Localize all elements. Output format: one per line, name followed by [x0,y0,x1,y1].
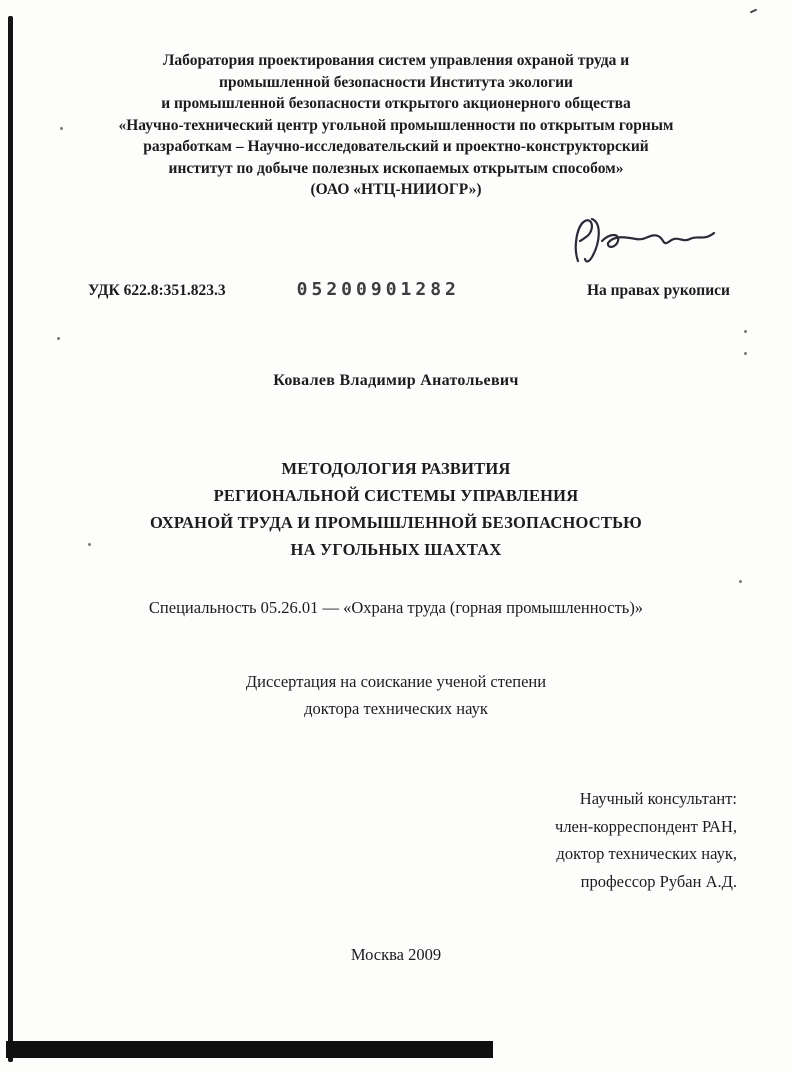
dissertation-title [40,455,752,563]
scan-speck [744,330,747,333]
dissertation-title-line: МЕТОДОЛОГИЯ РАЗВИТИЯ [281,459,511,478]
signature-image [562,213,722,280]
manuscript-rights-label: На правах рукописи [586,282,730,299]
institution-header-line: институт по добыче полезных ископаемых открытым способом» [168,159,624,177]
scan-speck [57,337,60,340]
scientific-consultant-line: доктор технических наук, [556,844,737,863]
institution-header-line: разработкам – Научно-исследовательский и проектно-конструкторский [143,138,649,155]
scan-speck [60,127,63,130]
registration-stamp-number: 05200901282 [296,279,460,300]
scan-bottom-edge-bar [6,1041,493,1058]
institution-header-line: «Научно-технический центр угольной промышленности по открытым горным [118,116,674,134]
city-year: Москва 2009 [350,945,442,964]
scientific-consultant-line: Научный консультант: [579,789,737,808]
udk-code: УДК 622.8:351.823.3 [88,282,226,299]
dissertation-title-line: ОХРАНОЙ ТРУДА И ПРОМЫШЛЕННОЙ БЕЗОПАСНОСТЬЮ [150,513,642,532]
scan-left-edge-bar [8,16,13,1062]
institution-header-line: (ОАО «НТЦ-НИИОГР») [310,181,482,198]
scientific-consultant [555,785,737,895]
degree-statement-line: доктора технических наук [304,699,488,718]
institution-header-line: и промышленной безопасности открытого акционерного общества [161,95,631,112]
scan-speck [739,580,742,583]
institution-header-line: Лаборатория проектирования систем управления охраной труда и [162,52,630,69]
degree-statement [0,668,792,722]
author-name: Ковалев Владимир Анатольевич [273,372,519,389]
degree-statement-line: Диссертация на соискание ученой степени [245,672,547,691]
specialty-line: Специальность 05.26.01 — «Охрана труда (горная промышленность)» [148,598,644,617]
scan-speck [744,352,747,355]
scientific-consultant-line: член-корреспондент РАН, [555,816,737,836]
scientific-consultant-line: профессор Рубан А.Д. [580,871,737,891]
institution-header [70,50,722,201]
dissertation-title-line: РЕГИОНАЛЬНОЙ СИСТЕМЫ УПРАВЛЕНИЯ [213,486,579,505]
institution-header-line: промышленной безопасности Института экологии [219,73,573,91]
scan-speck [750,9,757,14]
dissertation-title-line: НА УГОЛЬНЫХ ШАХТАХ [290,540,502,559]
classification-row [88,279,730,300]
